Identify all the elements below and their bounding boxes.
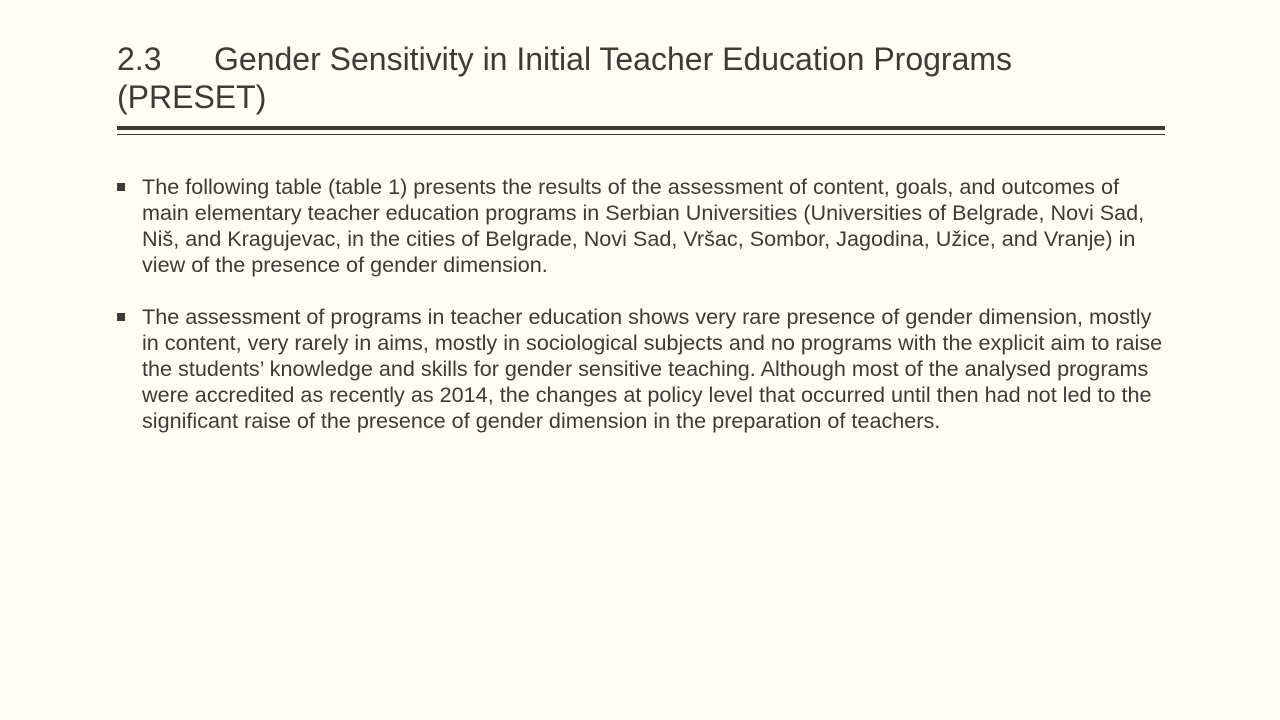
bullet-item bbox=[117, 174, 1167, 278]
bullet-item bbox=[117, 304, 1167, 434]
bullet-text: The following table (table 1) presents the results of the assessment of content, goals, and outcomes of main elementary teacher education programs in Serbian Universities (Universities of Belgrade, Novi Sad, Niš, and Kragujevac, in the cities of Belgrade, Novi Sad, Vršac, Sombor, Jagodina, Užice, and Vranje) in view of the presence of gender dimension. bbox=[142, 174, 1145, 277]
title-rule-thick bbox=[117, 126, 1165, 130]
title-text: Gender Sensitivity in Initial Teacher Education Programs (PRESET) bbox=[117, 41, 1013, 115]
slide-title bbox=[117, 40, 1167, 116]
title-rule-thin bbox=[117, 134, 1165, 135]
square-bullet-icon bbox=[117, 313, 125, 321]
bullet-text: The assessment of programs in teacher education shows very rare presence of gender dimension, mostly in content, very rarely in aims, mostly in sociological subjects and no programs with the explicit aim to raise the students’ knowledge and skills for gender sensitive teaching. Although most of the analysed programs were accredited as recently as 2014, the changes at policy level that occurred until then had not led to the significant raise of the presence of gender dimension in the preparation of teachers. bbox=[142, 304, 1163, 433]
bullet-list bbox=[117, 174, 1167, 460]
square-bullet-icon bbox=[117, 183, 125, 191]
section-number: 2.3 bbox=[117, 41, 162, 77]
